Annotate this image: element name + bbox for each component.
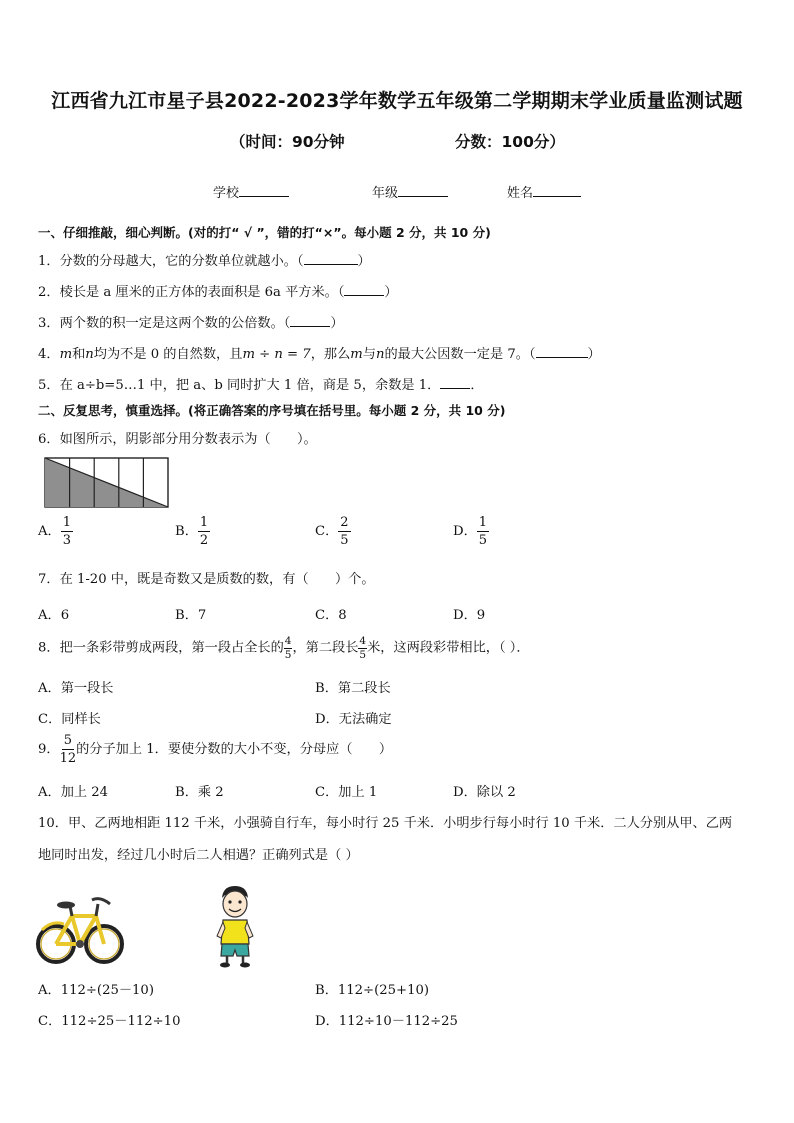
- q6-option-c[interactable]: C． $\frac{2}{5}$: [315, 515, 349, 548]
- q6-option-d[interactable]: D． $\frac{1}{5}$: [453, 515, 488, 548]
- face: [223, 891, 247, 917]
- q9-option-a[interactable]: A．加上 24: [38, 785, 109, 800]
- q5-answer-blank[interactable]: [440, 376, 470, 389]
- q8-option-c[interactable]: C．同样长: [38, 712, 101, 727]
- page-title: 江西省九江市星子县2022-2023学年数学五年级第二学期期末学业质量监测试题: [51, 90, 743, 112]
- grade-label: 年级: [372, 186, 399, 201]
- q8-fraction-2: $\frac{4}{5}$: [359, 635, 367, 661]
- boy-illustration: [213, 884, 257, 968]
- handlebar: [92, 899, 110, 904]
- grade-blank[interactable]: [398, 184, 448, 197]
- q10-option-b[interactable]: B．112÷(25+10): [315, 983, 429, 998]
- pedal-crank: [76, 940, 84, 948]
- name-label: 姓名: [507, 186, 534, 201]
- q3-answer-blank[interactable]: [290, 314, 330, 327]
- q7-option-d[interactable]: D．9: [453, 608, 486, 623]
- question-1: 1．分数的分母越大，它的分数单位就越小。（ ）: [38, 254, 371, 269]
- q7-option-b[interactable]: B．7: [175, 608, 207, 623]
- left-shoe: [220, 963, 230, 968]
- question-2: 2．棱长是 a 厘米的正方体的表面积是 6a 平方米。（ ）: [38, 285, 398, 300]
- school-label: 学校: [213, 186, 240, 201]
- q6-option-a[interactable]: A． $\frac{1}{3}$: [38, 515, 71, 548]
- question-3: 3．两个数的积一定是这两个数的公倍数。（ ）: [38, 316, 344, 331]
- bike-seat: [57, 902, 75, 909]
- name-blank[interactable]: [533, 184, 581, 197]
- question-10-line-2: 地同时出发，经过几小时后二人相遇？正确列式是（ ）: [38, 848, 359, 863]
- grade-field: [372, 182, 448, 201]
- question-6: 6．如图所示，阴影部分用分数表示为（ ）。: [38, 432, 317, 447]
- exam-time: （时间：90分钟: [230, 133, 345, 151]
- q9-option-b[interactable]: B．乘 2: [175, 785, 224, 800]
- q8-fraction-1: $\frac{4}{5}$: [284, 635, 292, 661]
- q10-option-a[interactable]: A．112÷(25－10): [38, 983, 154, 998]
- q8-option-b[interactable]: B．第二段长: [315, 681, 391, 696]
- question-8: 8．把一条彩带剪成两段，第一段占全长的 $\frac{4}{5}$ ，第二段长 $\frac{4}{5}$ 米，这两段彩带相比，（ ）．: [38, 635, 530, 661]
- question-9: 9． $\frac{5}{12}$ 的分子加上 1．要使分数的大小不变，分母应（ ）: [38, 733, 393, 766]
- shirt: [221, 920, 249, 944]
- q1-answer-blank[interactable]: [304, 252, 358, 265]
- school-field: [213, 182, 289, 201]
- question-5: 5．在 a÷b=5…1 中，把 a、b 同时扩大 1 倍，商是 5，余数是 1． ．: [38, 378, 484, 393]
- section2-heading: 二、反复思考，慎重选择。(将正确答案的序号填在括号里。每小题 2 分，共 10 分): [38, 403, 506, 418]
- right-shoe: [240, 963, 250, 968]
- q4-answer-blank[interactable]: [536, 345, 588, 358]
- q9-fraction: $\frac{5}{12}$: [59, 733, 77, 766]
- shaded-rectangle-figure: [44, 457, 170, 509]
- q8-option-a[interactable]: A．第一段长: [38, 681, 114, 696]
- question-4: 4．m和n均为不是 0 的自然数，且m ÷ n = 7，那么m与n的最大公因数一定是 7。（ ）: [38, 347, 601, 362]
- q2-answer-blank[interactable]: [344, 283, 384, 296]
- name-field: [507, 182, 581, 201]
- q7-option-a[interactable]: A．6: [38, 608, 70, 623]
- q10-option-d[interactable]: D．112÷10－112÷25: [315, 1014, 458, 1029]
- q8-option-d[interactable]: D．无法确定: [315, 712, 392, 727]
- bicycle-illustration: [34, 886, 126, 968]
- question-10-line-1: 10．甲、乙两地相距 112 千米，小强骑自行车，每小时行 25 千米．小明步行每小时行 10 千米．二人分别从甲、乙两: [38, 816, 733, 831]
- q10-option-c[interactable]: C．112÷25－112÷10: [38, 1014, 181, 1029]
- school-blank[interactable]: [239, 184, 289, 197]
- section1-heading: 一、仔细推敲，细心判断。(对的打“ √ ”，错的打“×”。每小题 2 分，共 10 分): [38, 225, 491, 240]
- q7-option-c[interactable]: C．8: [315, 608, 347, 623]
- q6-option-b[interactable]: B． $\frac{1}{2}$: [175, 515, 209, 548]
- shorts: [221, 944, 249, 956]
- q9-option-d[interactable]: D．除以 2: [453, 785, 516, 800]
- question-7: 7．在 1-20 中，既是奇数又是质数的数，有（ ）个。: [38, 572, 375, 587]
- q9-option-c[interactable]: C．加上 1: [315, 785, 378, 800]
- exam-score: 分数：100分）: [455, 133, 565, 151]
